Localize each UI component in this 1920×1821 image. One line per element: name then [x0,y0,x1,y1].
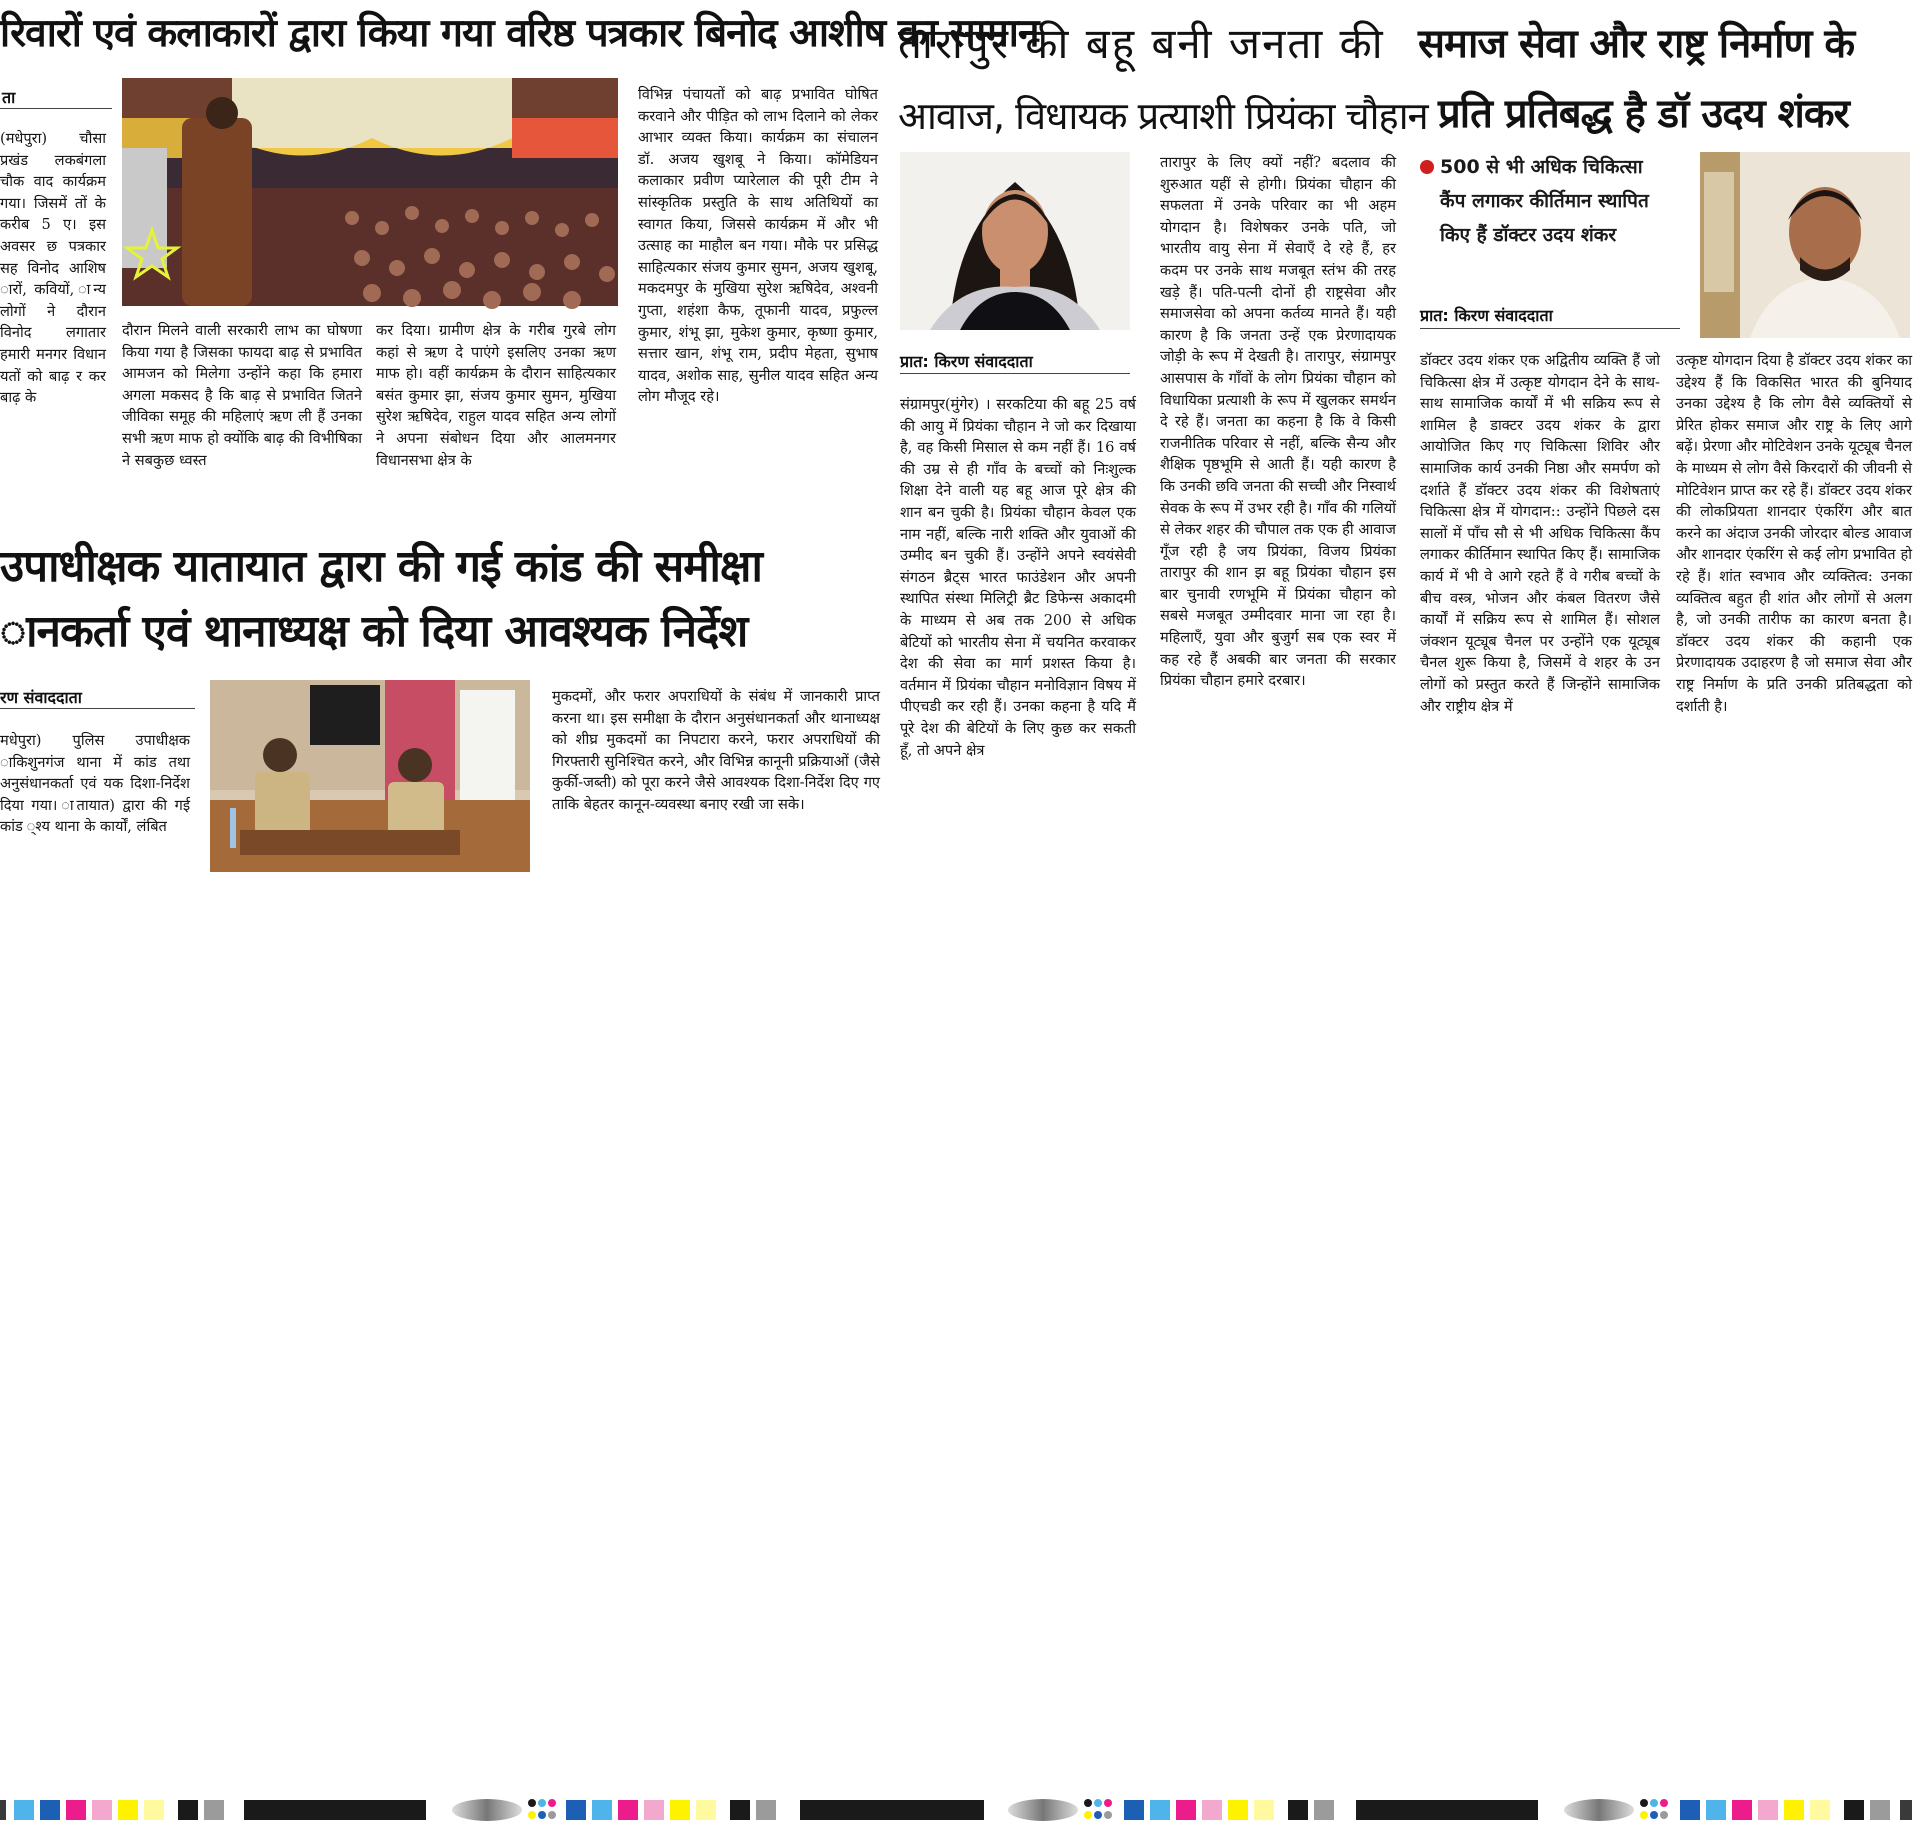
swatch-blue-3 [1124,1800,1144,1820]
swatch-black-4 [1844,1800,1864,1820]
story1-col2: कर दिया। ग्रामीण क्षेत्र के गरीब गुरबे लोग कहां से ऋण दे पाएंगे इसलिए उनका ऋण माफ हो। वहीं कार्यक्रम के दौरान साहित्यकार बसंत कुमार झा, संजय कुमार सुमन, मुखिया सुरेश ऋषिदेव, राहुल यादव सहित अन्य लोगों ने अपना संबोधन दिया और आलमनगर विधानसभा क्षेत्र के [376,322,616,469]
swatch-blue-2 [566,1800,586,1820]
story4-headline-line2: प्रति प्रतिबद्ध है डॉ उदय शंकर [1438,91,1849,137]
swatch-cyan-3 [1150,1800,1170,1820]
swatch-black-3 [1288,1800,1308,1820]
story2-headline-line1: उपाधीक्षक यातायात द्वारा की गई कांड की समीक्षा [0,541,762,592]
swatch-cyan-4 [1706,1800,1726,1820]
swatch-yellow [118,1800,138,1820]
story1-headline: रिवारों एवं कलाकारों द्वारा किया गया वरिष्ठ पत्रकार बिनोद आशीष का सम्मान [0,11,1039,56]
story2-byline: रण संवाददाता [0,688,82,707]
swatch-magenta-4 [1732,1800,1752,1820]
swatch-grey-2 [756,1800,776,1820]
story1-byline-rule [0,108,112,109]
story3-headline-line1: तारापुर की बहू बनी जनता की [898,19,1385,68]
swatch-blue [40,1800,60,1820]
strip-color-dots-2 [1084,1799,1114,1821]
strip-black-bar-3 [1356,1800,1538,1820]
swatch-grey-4 [1870,1800,1890,1820]
story4-headline-line1: समाज सेवा और राष्ट्र निर्माण के [1418,21,1855,67]
story1-col1: दौरान मिलने वाली सरकारी लाभ का घोषणा किया गया है जिसका फायदा बाढ़ से प्रभावित आमजन को मिलेगा उन्होंने कहा कि हमारा अगला मकसद है कि बाढ़ से प्रभावित जितने जीविका समूह की महिलाएं ऋण ली हैं उनका सभी ऋण माफ हो क्योंकि बाढ़ की विभीषिका ने सबकुछ ध्वस्त [122,322,362,469]
strip-color-dots-3 [1640,1799,1670,1821]
red-bullet-icon [1420,160,1434,174]
strip-color-dots [528,1799,558,1821]
swatch-pink [92,1800,112,1820]
story3-col1: संग्रामपुर(मुंगेर) । सरकटिया की बहू 25 वर्ष की आयु में प्रियंका चौहान ने जो कर दिखाया है, वह किसी मिसाल से कम नहीं हैं। 16 वर्ष की उम्र से ही गाँव के बच्चों को निःशुल्क शिक्षा देने वाली यह बहू आज पूरे क्षेत्र की शान बन चुकी है। प्रियंका चौहान केवल एक नाम नहीं, बल्कि नारी शक्ति और युवाओं की उम्मीद बन चुकी हैं। उन्होंने अपने स्वयंसेवी संगठन ब्रैट्स भारत फाउंडेशन और अपनी स्थापित संस्था मिलिट्री ब्रैट डिफेन्स अकादमी के माध्यम से अब तक 200 से अधिक बेटियों को भारतीय सेना में चयनित करवाकर देश की सेवा का मार्ग प्रशस्त किया है। वर्तमान में प्रियंका चौहान मनोविज्ञान विषय में पीएचडी कर रही हैं। उनका कहना है यदि मैं पूरे देश की बेटियों के लिए कुछ कर सकती हूँ, तो अपने क्षेत्र [900,396,1136,759]
story4-subhead: 500 से भी अधिक चिकित्सा कैंप लगाकर कीर्तिमान स्थापित किए हैं डॉक्टर उदय शंकर [1440,156,1649,246]
police-review-photo [210,680,530,872]
story3-col2: तारापुर के लिए क्यों नहीं? बदलाव की शुरुआत यहीं से होगी। प्रियंका चौहान की सफलता में उनके परिवार का भी अहम योगदान है। विशेषकर उनके पति, जो भारतीय वायु सेना में सेवाएँ दे रहे हैं, हर कदम पर उनके साथ मजबूत स्तंभ की तरह खड़े हैं। पति-पत्नी दोनों ही राष्ट्रसेवा और समाजसेवा को अपना कर्तव्य मानते हैं। यही कारण है कि जनता उन्हें एक प्रेरणादायक जोड़ी के रूप में देखती है। तारापुर, संग्रामपुर आसपास के गाँवों के लोग प्रियंका चौहान को विधायिका प्रत्याशी के रूप में खुलकर समर्थन दे रहे हैं। जनता का कहना है कि वे किसी राजनीतिक परिवार से नहीं, बल्कि सैन्य और शैक्षिक पृष्ठभूमि से आती हैं। यही कारण है कि उनकी छवि जनता की सच्ची और निस्वार्थ सेवक के रूप में उभर रही है। गाँव की गलियों से लेकर शहर की चौपाल तक एक ही आवाज गूँज रही है जय प्रियंका, विजय प्रियंका तारापुर की शान झ बहू प्रियंका चौहान इस बार चुनावी रणभूमि में प्रियंका चौहान को सबसे मजबूत उम्मीदवार माना जा रहा है। महिलाएँ, युवा और बुजुर्ग सब एक स्वर में कह रहे हैं अबकी बार जनता की सरकार प्रियंका चौहान हमारे दरबार। [1160,154,1396,690]
swatch-cyan [14,1800,34,1820]
swatch-light-yellow-2 [696,1800,716,1820]
story4-col2: उत्कृष्ट योगदान दिया है डॉक्टर उदय शंकर का उद्देश्य हैं कि विकसित भारत की बुनियाद उनका उद्देश्य है कि लोग वैसे व्यक्तियों से प्रेरित होकर समाज और राष्ट्र के लिए आगे बढ़ें। प्रेरणा और मोटिवेशन उनके यूट्यूब चैनल के माध्यम से लोग वैसे किरदारों की जीवनी से मोटिवेशन प्राप्त कर रहे हैं। डॉक्टर उदय शंकर की लोकप्रियता शानदार एंकरिंग और बात करने का अंदाज उनकी जोरदार बोल्ड आवाज और शानदार एंकरिंग से कई लोग प्रभावित हो रहे हैं। शांत स्वभाव और व्यक्तित्व: उनका व्यक्तित्व बहुत ही शांत और लोगों से अलग है, जो उनकी तारीफ का कारण बनता है। डॉक्टर उदय शंकर की कहानी एक प्रेरणादायक उदाहरण है जो समाज सेवा और राष्ट्र निर्माण के प्रति उनकी प्रतिबद्धता को दर्शाती है। [1676,352,1912,715]
swatch-dark [0,1800,6,1820]
story2-right-text: मुकदमों, और फरार अपराधियों के संबंध में जानकारी प्राप्त करना था। इस समीक्षा के दौरान अनुसंधानकर्ता और थानाध्यक्ष को शीघ्र मुकदमों का निपटारा करने, फरार अपराधियों की गिरफ्तारी सुनिश्चित करने, और विभिन्न कानूनी प्रक्रियाओं (जैसे कुर्की-जब्ती) को पूरा करने जैसे आवश्यक दिशा-निर्देश दिए गए ताकि बेहतर कानून-व्यवस्था बनाए रखी जा सके। [552,688,880,813]
story4-col1: डॉक्टर उदय शंकर एक अद्वितीय व्यक्ति हैं जो चिकित्सा क्षेत्र में उत्कृष्ट योगदान देने के साथ-साथ सामाजिक कार्यों में भी सक्रिय रूप से शामिल है डाक्टर उदय शंकर के द्वारा आयोजित किए गए चिकित्सा शिविर और सामाजिक कार्य उनकी निष्ठा और समर्पण को दर्शाते हैं डॉक्टर उदय शंकर की विशेषताएं चिकित्सा क्षेत्र में योगदान:: उन्होंने पिछले दस सालों में पाँच सौ से भी अधिक चिकित्सा कैंप लगाकर कीर्तिमान स्थापित किए हैं। सामाजिक कार्य में भी वे आगे रहते हैं वे गरीब बच्चों के बीच वस्त्र, भोजन और कंबल वितरण जैसे कार्यों में सक्रिय रूप से शामिल हैं। सोशल जंक्शन यूट्यूब चैनल पर उन्होंने एक यूट्यूब चैनल शुरू किया है, जिसमें वे शहर के उन लोगों को प्रस्तुत करते हैं जिन्होंने सामाजिक और राष्ट्रीय क्षेत्र में [1420,352,1660,715]
strip-grey-ellipse-2 [1008,1799,1078,1821]
story4-byline-rule [1420,328,1680,329]
swatch-dark-end [1900,1800,1912,1820]
swatch-magenta-2 [618,1800,638,1820]
swatch-black [178,1800,198,1820]
swatch-yellow-4 [1784,1800,1804,1820]
swatch-magenta [66,1800,86,1820]
story2-byline-rule [0,708,195,709]
swatch-pink-2 [644,1800,664,1820]
swatch-magenta-3 [1176,1800,1196,1820]
swatch-light-yellow-3 [1254,1800,1274,1820]
concert-photo [122,78,618,306]
swatch-yellow-3 [1228,1800,1248,1820]
swatch-light-yellow-4 [1810,1800,1830,1820]
swatch-yellow-2 [670,1800,690,1820]
swatch-pink-3 [1202,1800,1222,1820]
story4-byline: प्रात: किरण संवाददाता [1420,306,1553,325]
swatch-blue-4 [1680,1800,1700,1820]
swatch-cyan-2 [592,1800,612,1820]
strip-black-bar [244,1800,426,1820]
priyanka-chauhan-photo [900,152,1130,330]
story2-left-text: मधेपुरा) पुलिस उपाधीक्षक ाकिशुनगंज थाना में कांड तथा अनुसंधानकर्ता एवं यक दिशा-निर्देश दिया गया। ातायात) द्वारा की गई कांड ्श्य थाना के कार्यों, लंबित [0,732,190,836]
swatch-grey-3 [1314,1800,1334,1820]
strip-black-bar-2 [800,1800,984,1820]
swatch-pink-4 [1758,1800,1778,1820]
uday-shankar-photo [1700,152,1910,338]
story2-headline-line2: ानकर्ता एवं थानाध्यक्ष को दिया आवश्यक निर्देश [0,606,748,657]
story1-byline: ता [2,88,16,107]
story3-headline-line2: आवाज, विधायक प्रत्याशी प्रियंका चौहान [898,94,1428,138]
strip-grey-ellipse-3 [1564,1799,1634,1821]
story3-byline: प्रात: किरण संवाददाता [900,352,1033,371]
swatch-light-yellow [144,1800,164,1820]
story1-left-text: (मधेपुरा) चौसा प्रखंड लकबंगला चौक वाद कार्यक्रम गया। जिसमें तों के करीब 5 ए। इस अवसर छ पत्रकार सह विनोद आशिष ारों, कवियों, ान्य लोगों ने दौरान विनोद लगातार हमारी मनगर विधान यतों को बाढ़ र कर बाढ़ के [0,130,106,407]
strip-grey-ellipse [452,1799,522,1821]
swatch-grey [204,1800,224,1820]
swatch-black-2 [730,1800,750,1820]
registration-strip [0,898,1920,929]
story3-byline-rule [900,373,1130,374]
story1-col3: विभिन्न पंचायतों को बाढ़ प्रभावित घोषित करवाने और पीड़ित को लाभ दिलाने को लेकर आभार व्यक्त किया। कार्यक्रम का संचालन डॉ. अजय खुशबू ने किया। कॉमेडियन कलाकार प्रवीण प्यारेलाल की पूरी टीम ने सांस्कृतिक प्रस्तुति के साथ अतिथियों का स्वागत किया, जिससे कार्यक्रम में और भी उत्साह का माहौल बन गया। मौके पर प्रसिद्ध साहित्यकार संजय कुमार सुमन, अजय खुशबू, मकदमपुर के मुखिया सुरेश ऋषिदेव, अश्वनी गुप्ता, शहंशा कैफ, तूफानी यादव, प्रफुल्ल कुमार, शंभू झा, मुकेश कुमार, कृष्णा कुमार, सत्तार खान, शंभू राम, प्रदीप मेहता, सुभाष यादव, अशोक साह, सुनील यादव सहित अन्य लोग मौजूद रहे। [638,86,878,406]
